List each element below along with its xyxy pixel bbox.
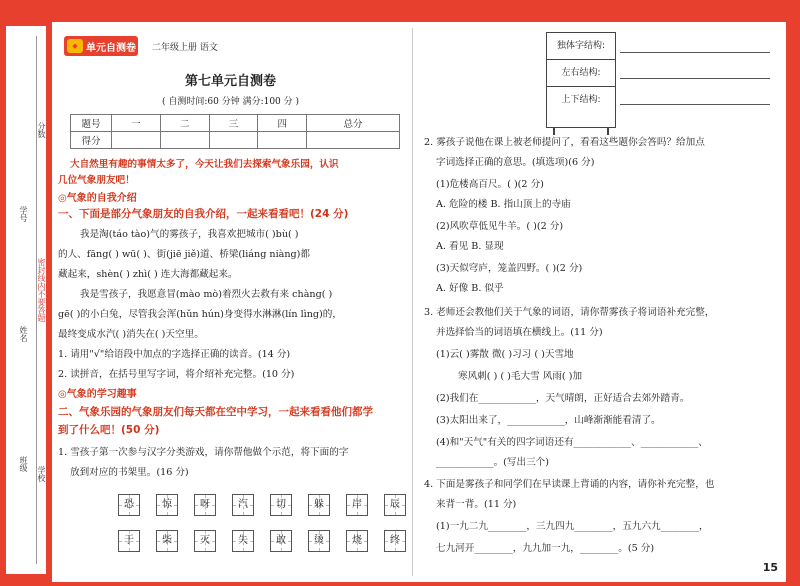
score-cell: 得分 [71,132,112,149]
label-student-id: 学号 [19,206,28,222]
shelf-row: 左右结构: [547,60,615,87]
question-2-heading-1: 二、气象乐园的气象朋友们每天都在空中学习，一起来看看他们都学 [58,406,373,418]
char-box: 烫 [308,530,330,552]
question-2-4b: 来背一背。(11 分) [436,499,517,510]
score-input[interactable] [258,132,307,149]
passage-line: 最终变成水汽( )消失在( )天空里。 [58,329,204,340]
score-cell: 题号 [71,115,112,132]
score-cell: 四 [258,115,307,132]
options-line: A. 看见 B. 显现 [436,241,504,252]
question-2-1a: 1. 雪孩子第一次参与汉字分类游戏，请你帮他做个示范，将下面的字 [58,447,349,458]
char-box: 辰 [384,494,406,516]
score-header-row [71,115,400,132]
score-input[interactable] [209,132,258,149]
score-cell: 一 [112,115,161,132]
score-cell: 二 [160,115,209,132]
question-1-1: 1. 请用"√"给语段中加点的字选择正确的读音。(14 分) [58,349,291,360]
options-line: A. 好像 B. 似乎 [436,283,504,294]
label-school: 学校 [37,466,46,482]
question-2-2b: 字词选择正确的意思。(填选项)(6 分) [436,157,595,168]
char-box: 岸 [346,494,368,516]
answer-line[interactable] [620,78,770,79]
score-cell: 三 [209,115,258,132]
character-row-1 [118,494,406,516]
label-name: 姓名 [19,326,28,342]
question-2-2a: 2. 雾孩子说他在课上被老师提问了，看看这些题你会答吗？给加点 [424,137,705,148]
passage-line: 藏起来，shèn( ) zhì( ) 连大海都藏起来。 [58,269,238,280]
passage-line: 我是雪孩子，我愿意冒(mào mò)着烈火去救有来 chàng( ) [80,289,333,300]
column-divider [412,28,413,576]
shelf-row: 独体字结构: [547,33,615,60]
item-line: (3)天似穹庐，笼盖四野。( )(2 分) [436,263,583,274]
item-line: (2)风吹草低见牛羊。( )(2 分) [436,221,564,232]
char-box: 于 [118,530,140,552]
score-input[interactable] [112,132,161,149]
right-border [786,0,800,586]
options-line: A. 危险的楼 B. 指山顶上的寺庙 [436,199,571,210]
char-box: 呀 [194,494,216,516]
label-class: 班级 [19,456,28,472]
score-value-row [71,132,400,149]
grade-subject: 二年级上册 语文 [152,43,218,53]
exam-title: 第七单元自测卷 [184,74,276,89]
question-2-3b: 并选择恰当的词语填在横线上。(11 分) [436,327,603,338]
shelf-row: 上下结构: [561,95,601,105]
question-1-heading: 一、下面是部分气象朋友的自我介绍，一起来看看吧！(24 分) [58,208,349,220]
intro-line-2: 几位气象朋友吧！ [58,175,135,186]
question-2-4a: 4. 下面是雾孩子和同学们在早读课上背诵的内容，请你补充完整，也 [424,479,715,490]
answer-line[interactable] [620,52,770,53]
char-box: 躲 [308,494,330,516]
char-box: 柴 [156,530,178,552]
shelf-leg [607,127,609,135]
item-line: (1)危楼高百尺。( )(2 分) [436,179,544,190]
fill-line: ____________。(写出三个) [436,457,550,468]
passage-line: gē( )的小白兔，尽管我会浑(hǔn hún)身变得水淋淋(lín lìng)的， [58,309,342,320]
char-box: 汽 [232,494,254,516]
question-2-3a: 3. 老师还会教他们关于气象的词语，请你帮雾孩子将词语补充完整， [424,307,715,318]
word-line: (1)云( )雾散 微( )习习 ( )天雪地 [436,349,574,360]
char-box: 恐 [118,494,140,516]
logo-icon: ◆ [67,39,83,53]
char-box: 烧 [346,530,368,552]
recite-line: (1)一九二九________，三九四九________，五九六九________， [436,521,709,532]
char-box: 灭 [194,530,216,552]
fill-line: (4)和"天气"有关的四字词语还有____________、____________、 [436,437,708,448]
section-study: ◎气象的学习趣事 [58,389,137,400]
intro-line-1: 大自然里有趣的事情太多了，今天让我们去探索气象乐园，认识 [70,159,339,170]
passage-line: 我是淘(táo tào)气的雾孩子，我喜欢把城市( )bù( ) [80,229,299,240]
question-2-1b: 放到对应的书架里。(16 分) [70,467,189,478]
question-2-heading-2: 到了什么吧！(50 分) [58,424,160,436]
recite-line: 七九河开________，九九加一九，________。(5 分) [436,543,655,554]
score-table [70,114,400,149]
fill-line: (3)太阳出来了，____________，山峰渐渐能看清了。 [436,415,661,426]
character-row-2 [118,530,406,552]
bottom-border [0,582,800,586]
bookshelf [546,32,616,128]
badge-text: 单元自测卷 [86,42,136,54]
char-box: 惊 [156,494,178,516]
exam-meta: ( 自测时间:60 分钟 满分:100 分 ) [161,97,300,107]
binding-strip [6,26,46,574]
label-seal-warning: 密封线内不要答题 [37,258,46,322]
shelf-leg [553,127,555,135]
fill-line: (2)我们在____________，天气晴朗，正好适合去郊外踏青。 [436,393,690,404]
answer-line[interactable] [620,104,770,105]
char-box: 敢 [270,530,292,552]
page-number: 15 [762,561,778,574]
char-box: 切 [270,494,292,516]
passage-line: 的人、fāng( ) wū( )、街(jiē jiě)道、桥梁(liáng niàng)都 [58,249,311,260]
exam-page [52,22,786,582]
char-box: 失 [232,530,254,552]
word-line: 寒风刺( ) ( )毛大雪 风雨( )加 [458,371,583,382]
score-input[interactable] [307,132,400,149]
score-input[interactable] [160,132,209,149]
char-box: 终 [384,530,406,552]
section-self-intro: ◎气象的自我介绍 [58,193,137,204]
unit-test-badge [64,36,138,56]
score-cell: 总分 [307,115,400,132]
label-score: 分数 [37,122,46,138]
top-border [0,0,800,22]
question-1-2: 2. 读拼音，在括号里写字词，将介绍补充完整。(10 分) [58,369,295,380]
